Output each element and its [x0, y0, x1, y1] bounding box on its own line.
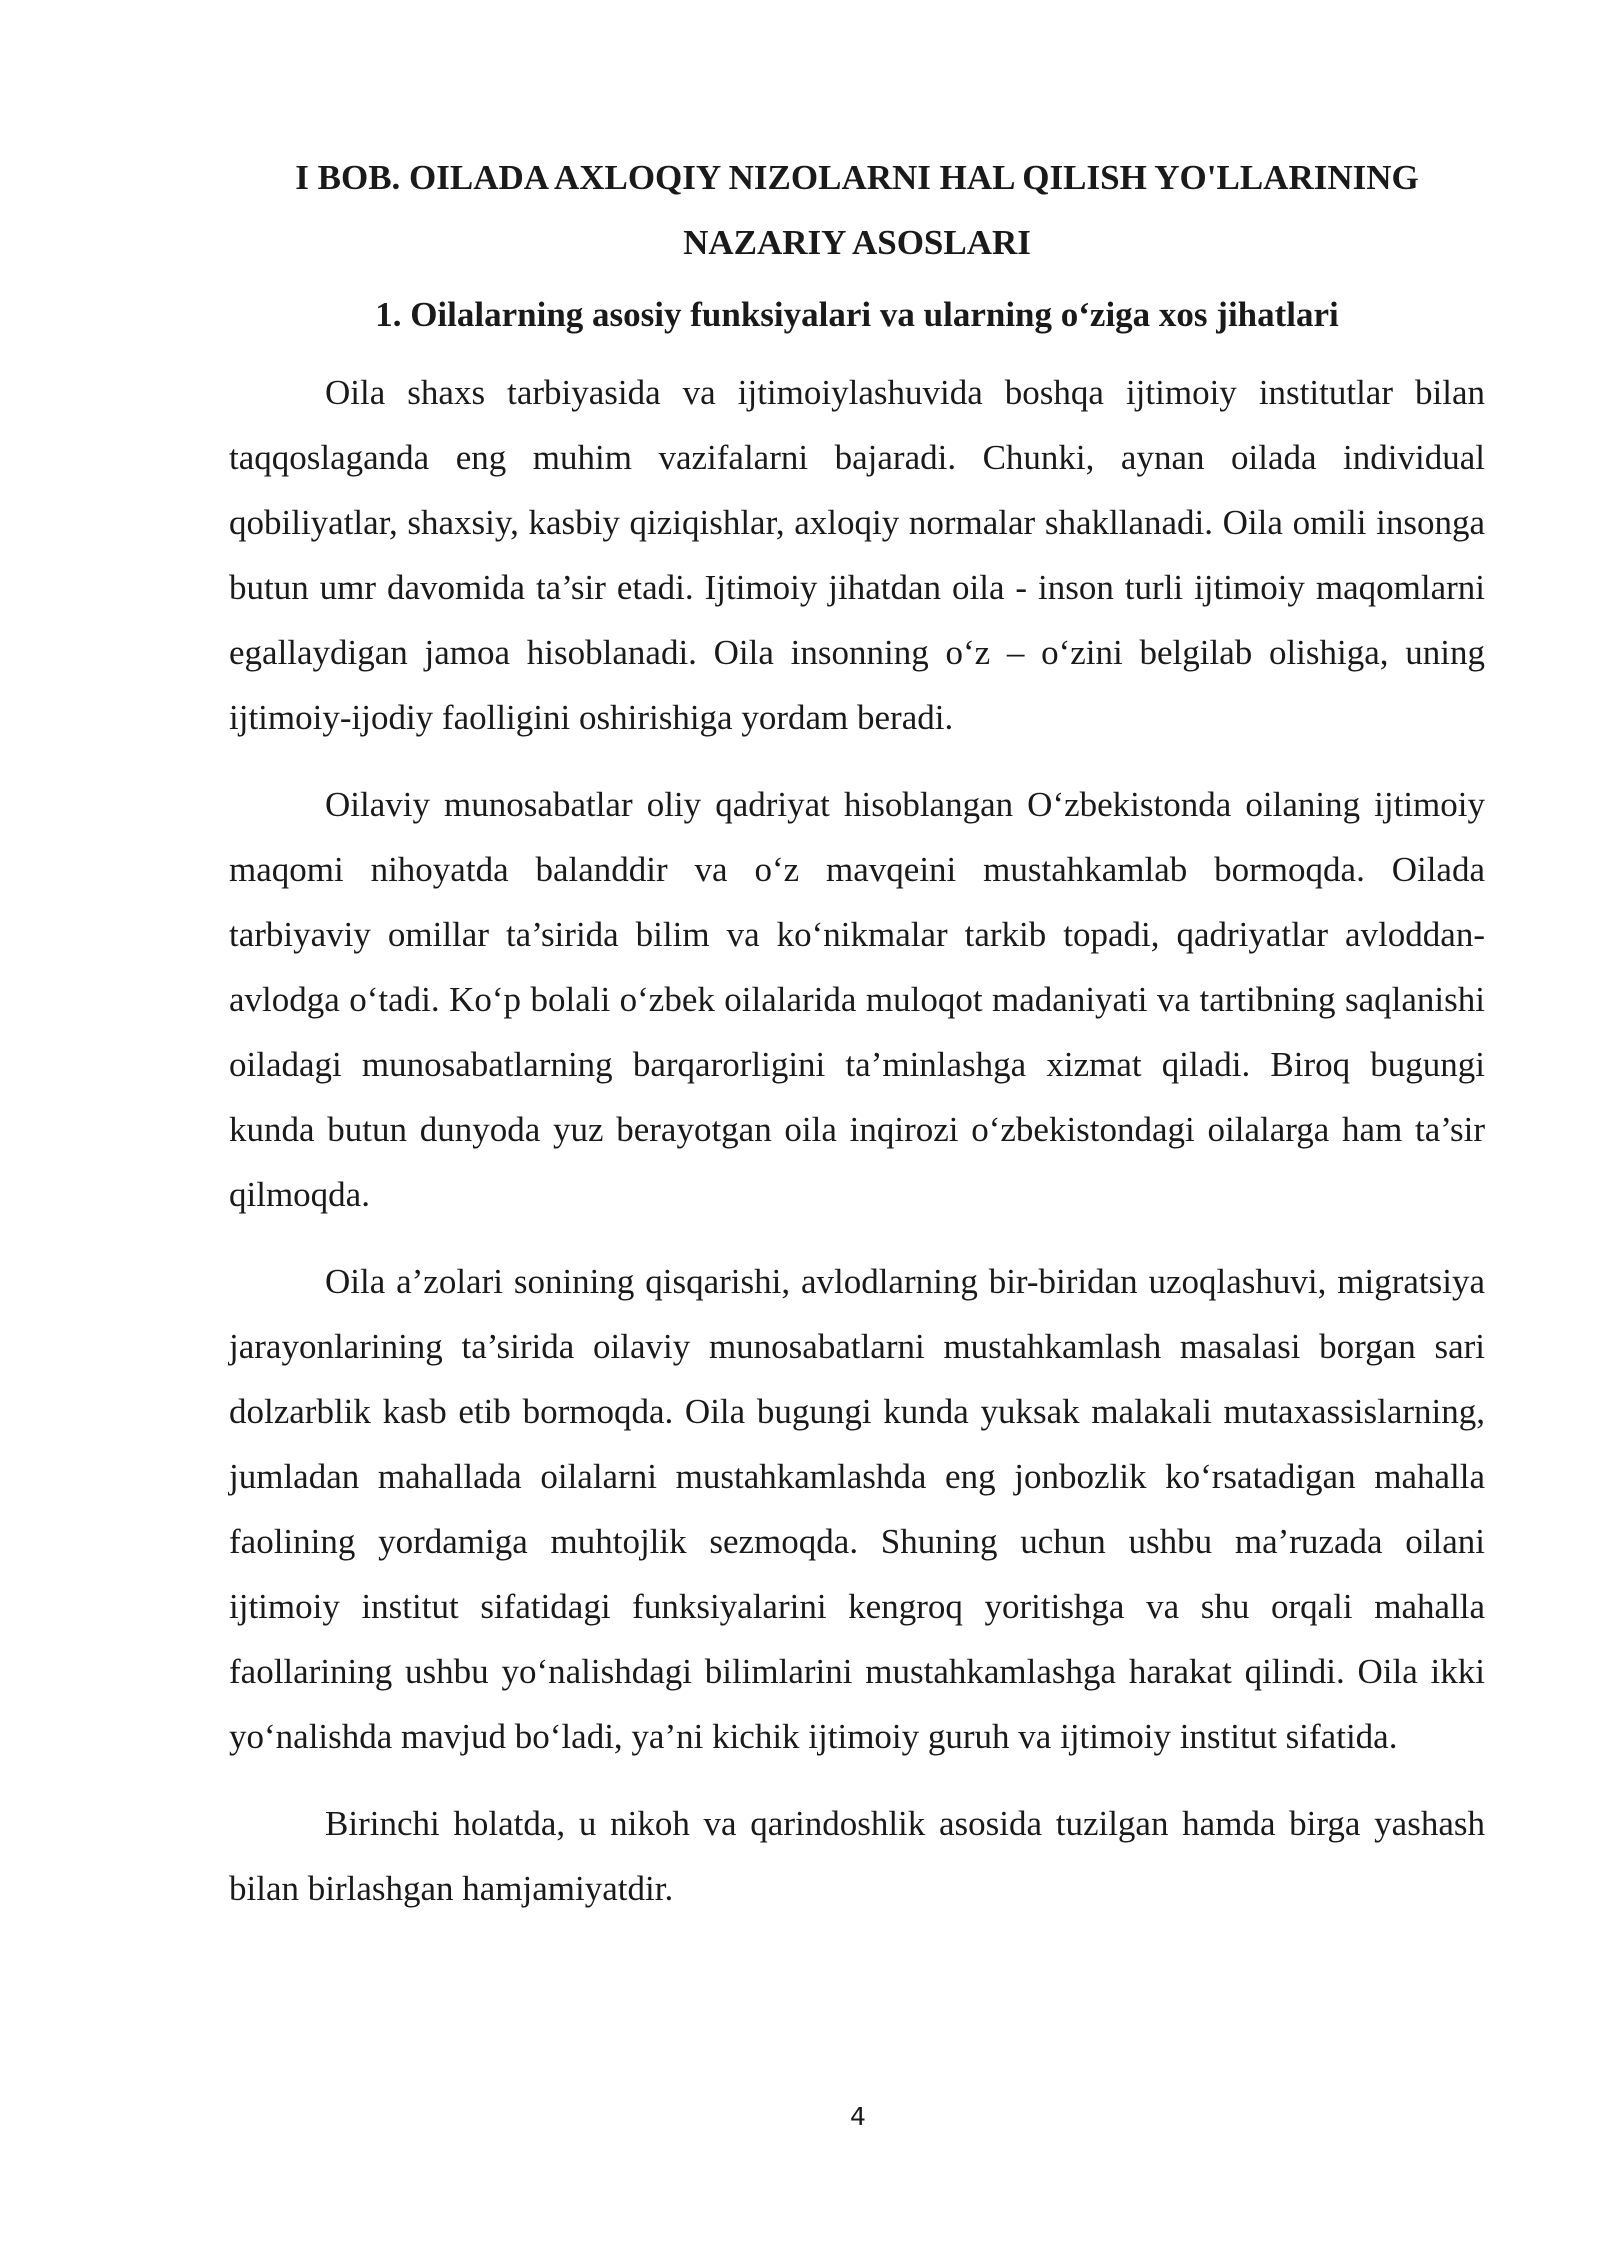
page-content: [229, 145, 1485, 1921]
paragraph-1: Oila shaxs tarbiyasida va ijtimoiylashuvida boshqa ijtimoiy institutlar bilan taqqoslaganda eng muhim vazifalarni bajaradi. Chunki, aynan oilada individual qobiliyatlar, shaxsiy, kasbiy qiziqishlar, axloqiy normalar shakllanadi. Oila omili insonga butun umr davomida ta’sir etadi. Ijtimoiy jihatdan oila - inson turli ijtimoiy maqomlarni egallaydigan jamoa hisoblanadi. Oila insonning o‘z – o‘zini belgilab olishiga, uning ijtimoiy-ijodiy faolligini oshirishiga yordam beradi.: [229, 373, 1485, 737]
chapter-title: I BOB. OILADA AXLOQIY NIZOLARNI HAL QILISH YO'LLARINING NAZARIY ASOSLARI: [295, 158, 1419, 262]
page-number: 4: [850, 2102, 866, 2131]
section-title: 1. Oilalarning asosiy funksiyalari va ularning o‘ziga xos jihatlari: [375, 295, 1339, 334]
paragraph-4: Birinchi holatda, u nikoh va qarindoshlik asosida tuzilgan hamda birga yashash bilan birlashgan hamjamiyatdir.: [229, 1804, 1485, 1908]
paragraph-3: Oila a’zolari sonining qisqarishi, avlodlarning bir-biridan uzoqlashuvi, migratsiya jarayonlarining ta’sirida oilaviy munosabatlarni mustahkamlash masalasi borgan sari dolzarblik kasb etib bormoqda. Oila bugungi kunda yuksak malakali mutaxassislarning, jumladan mahallada oilalarni mustahkamlashda eng jonbozlik ko‘rsatadigan mahalla faolining yordamiga muhtojlik sezmoqda. Shuning uchun ushbu ma’ruzada oilani ijtimoiy institut sifatidagi funksiyalarini kengroq yoritishga va shu orqali mahalla faollarining ushbu yo‘nalishdagi bilimlarini mustahkamlashga harakat qilindi. Oila ikki yo‘nalishda mavjud bo‘ladi, ya’ni kichik ijtimoiy guruh va ijtimoiy institut sifatida.: [229, 1262, 1485, 1756]
paragraph-2: Oilaviy munosabatlar oliy qadriyat hisoblangan O‘zbekistonda oilaning ijtimoiy maqomi nihoyatda balanddir va o‘z mavqeini mustahkamlab bormoqda. Oilada tarbiyaviy omillar ta’sirida bilim va ko‘nikmalar tarkib topadi, qadriyatlar avloddan-avlodga o‘tadi. Ko‘p bolali o‘zbek oilalarida muloqot madaniyati va tartibning saqlanishi oiladagi munosabatlarning barqarorligini ta’minlashga xizmat qiladi. Biroq bugungi kunda butun dunyoda yuz berayotgan oila inqirozi o‘zbekistondagi oilalarga ham ta’sir qilmoqda.: [229, 785, 1485, 1214]
